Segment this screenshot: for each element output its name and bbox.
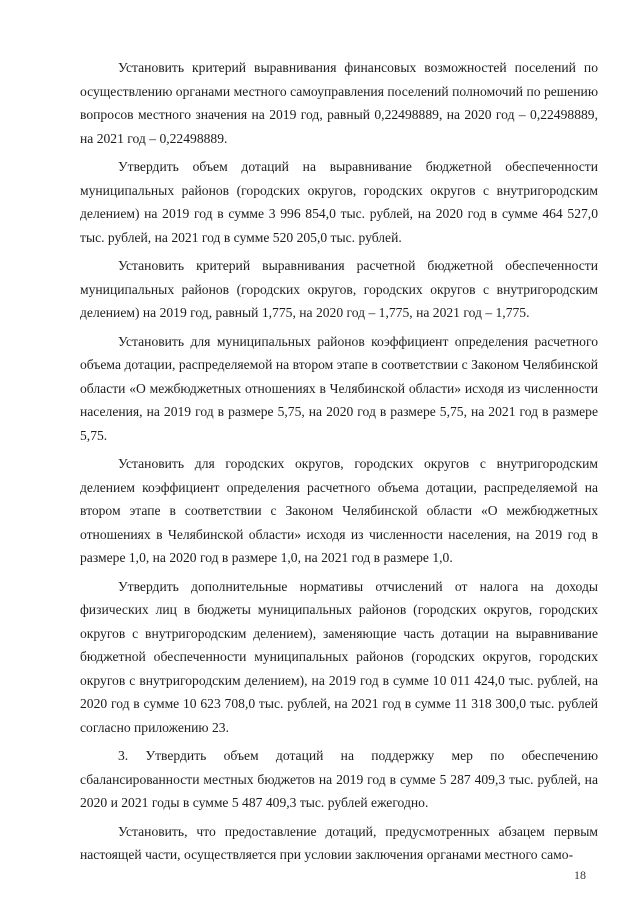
paragraph-coefficient-districts: Установить для муниципальных районов коэффициент определения расчетного объема дотации, распределяемой на втором этапе в соответствии с Законом Челябинской области «О межбюджетных отношениях в Челябинской области» исходя из численности населения, на 2019 год в размере 5,75, на 2020 год в размере 5,75, на 2021 год в размере 5,75. bbox=[80, 333, 598, 443]
paragraph-grant-conditions: Установить, что предоставление дотаций, предусмотренных абзацем первым настоящей части, осуществляется при условии заключения органами местного само- bbox=[80, 823, 598, 862]
paragraph-additional-tax-norms: Утвердить дополнительные нормативы отчислений от налога на доходы физических лиц в бюджеты муниципальных районов (городских округов, городских округов с внутригородским делением), заменяющие часть дотации на выравнивание бюджетной обеспеченности муниципальных районов (городских округов, городских округов с внутригородским делением), на 2019 год в сумме 10 011 424,0 тыс. рублей, на 2020 год в сумме 10 623 708,0 тыс. рублей, на 2021 год в сумме 11 318 300,0 тыс. рублей согласно приложению 23. bbox=[80, 578, 598, 735]
document-body bbox=[80, 56, 598, 872]
paragraph-balance-support-grants: 3. Утвердить объем дотаций на поддержку мер по обеспечению сбалансированности местных бюджетов на 2019 год в сумме 5 287 409,3 тыс. рублей, на 2020 и 2021 годы в сумме 5 487 409,3 тыс. рублей ежегодно. bbox=[80, 748, 598, 810]
paragraph-equalization-criterion-settlements: Установить критерий выравнивания финансовых возможностей поселений по осуществлению органами местного самоуправления поселений полномочий по решению вопросов местного значения на 2019 год, равный 0,22498889, на 2020 год – 0,22498889, на 2021 год – 0,22498889. bbox=[80, 60, 598, 146]
paragraph-equalization-criterion-districts: Установить критерий выравнивания расчетной бюджетной обеспеченности муниципальных районов (городских округов, городских округов с внутригородским делением) на 2019 год, равный 1,775, на 2020 год – 1,775, на 2021 год – 1,775. bbox=[80, 258, 598, 320]
paragraph-coefficient-urban-districts: Установить для городских округов, городских округов с внутригородским делением коэффициент определения расчетного объема дотации, распределяемой на втором этапе в соответствии с Законом Челябинской области «О межбюджетных отношениях в Челябинской области» исходя из численности населения, на 2019 год в размере 1,0, на 2020 год в размере 1,0, на 2021 год в размере 1,0. bbox=[80, 456, 598, 565]
page-number: 18 bbox=[574, 868, 586, 882]
paragraph-equalization-grants-volume: Утвердить объем дотаций на выравнивание бюджетной обеспеченности муниципальных районов (городских округов, городских округов с внутригородским делением) на 2019 год в сумме 3 996 854,0 тыс. рублей, на 2020 год в сумме 464 527,0 тыс. рублей, на 2021 год в сумме 520 205,0 тыс. рублей. bbox=[80, 159, 598, 245]
